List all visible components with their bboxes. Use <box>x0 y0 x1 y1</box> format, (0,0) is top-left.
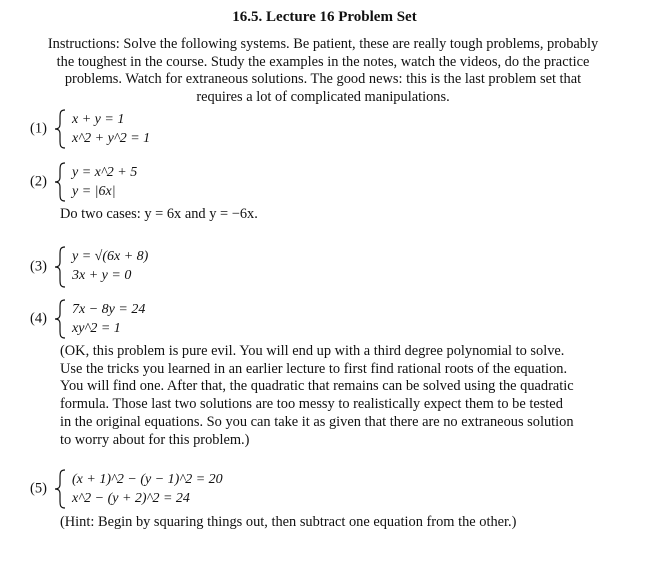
equation-text: y = |6x| <box>72 184 116 199</box>
equation-system <box>72 110 150 148</box>
note-line: You will find one. After that, the quadratic that remains can be solved using the quadratic <box>60 378 574 395</box>
problem-5 <box>30 470 290 508</box>
problem-number: (4) <box>30 310 47 327</box>
problem-3 <box>30 247 230 287</box>
equation-system <box>72 163 137 201</box>
equation-text: 7x − 8y = 24 <box>72 302 146 317</box>
equation-text: x^2 − (y + 2)^2 = 24 <box>72 491 190 506</box>
note-line: formula. Those last two solutions are too messy to realistically expect them to be tested <box>60 396 563 413</box>
problem-number: (2) <box>30 173 47 190</box>
equation <box>72 247 148 266</box>
left-brace-icon <box>54 246 66 288</box>
instructions-line: problems. Watch for extraneous solutions. The good news: this is the last problem set that <box>64 71 582 88</box>
equation-text: (x + 1)^2 − (y − 1)^2 = 20 <box>72 472 223 487</box>
problem-4-note <box>60 343 574 449</box>
equation <box>72 319 145 338</box>
equation-text: x^2 + y^2 = 1 <box>72 131 151 146</box>
note-line: to worry about for this problem.) <box>60 431 250 448</box>
equation <box>72 266 148 285</box>
equation <box>72 182 137 201</box>
equation-system <box>72 300 145 338</box>
note-line: in the original equations. So you can take it as given that there are no extraneous solution <box>60 413 574 430</box>
note-line: (Hint: Begin by squaring things out, then subtract one equation from the other.) <box>60 514 517 530</box>
left-brace-icon <box>54 109 66 149</box>
note-line: (OK, this problem is pure evil. You will end up with a third degree polynomial to solve. <box>60 343 565 359</box>
equation-text: y = √(6x + 8) <box>72 249 149 264</box>
problem-2 <box>30 163 230 201</box>
problem-number: (1) <box>30 120 47 137</box>
problem-4 <box>30 300 230 338</box>
instructions-line: requires a lot of complicated manipulations. <box>196 88 450 105</box>
left-brace-icon <box>54 162 66 202</box>
equation <box>72 489 223 508</box>
equation <box>72 129 150 148</box>
problem-1 <box>30 110 230 148</box>
equation-system <box>72 470 223 508</box>
left-brace-icon <box>54 299 66 339</box>
equation-text: 3x + y = 0 <box>72 268 132 283</box>
equation-text: y = x^2 + 5 <box>72 165 138 180</box>
equation <box>72 163 137 182</box>
equation <box>72 300 145 319</box>
instructions-line: the toughest in the course. Study the examples in the notes, watch the videos, do the practice <box>56 53 590 70</box>
equation <box>72 110 150 129</box>
problem-2-note <box>60 206 258 224</box>
instructions-line: Instructions: Solve the following systems. Be patient, these are really tough problems, probably <box>47 36 599 52</box>
left-brace-icon <box>54 469 66 509</box>
equation-system <box>72 247 148 285</box>
equation <box>72 470 223 489</box>
instructions <box>8 36 638 106</box>
problem-number: (3) <box>30 258 47 275</box>
equation-text: x + y = 1 <box>72 112 125 127</box>
problem-5-note <box>60 514 516 532</box>
page-title: 16.5. Lecture 16 Problem Set <box>232 9 417 25</box>
note-line: Do two cases: y = 6x and y = −6x. <box>60 206 258 222</box>
equation-text: xy^2 = 1 <box>72 321 121 336</box>
problem-number: (5) <box>30 480 47 497</box>
note-line: Use the tricks you learned in an earlier lecture to first find rational roots of the equation. <box>60 360 568 377</box>
